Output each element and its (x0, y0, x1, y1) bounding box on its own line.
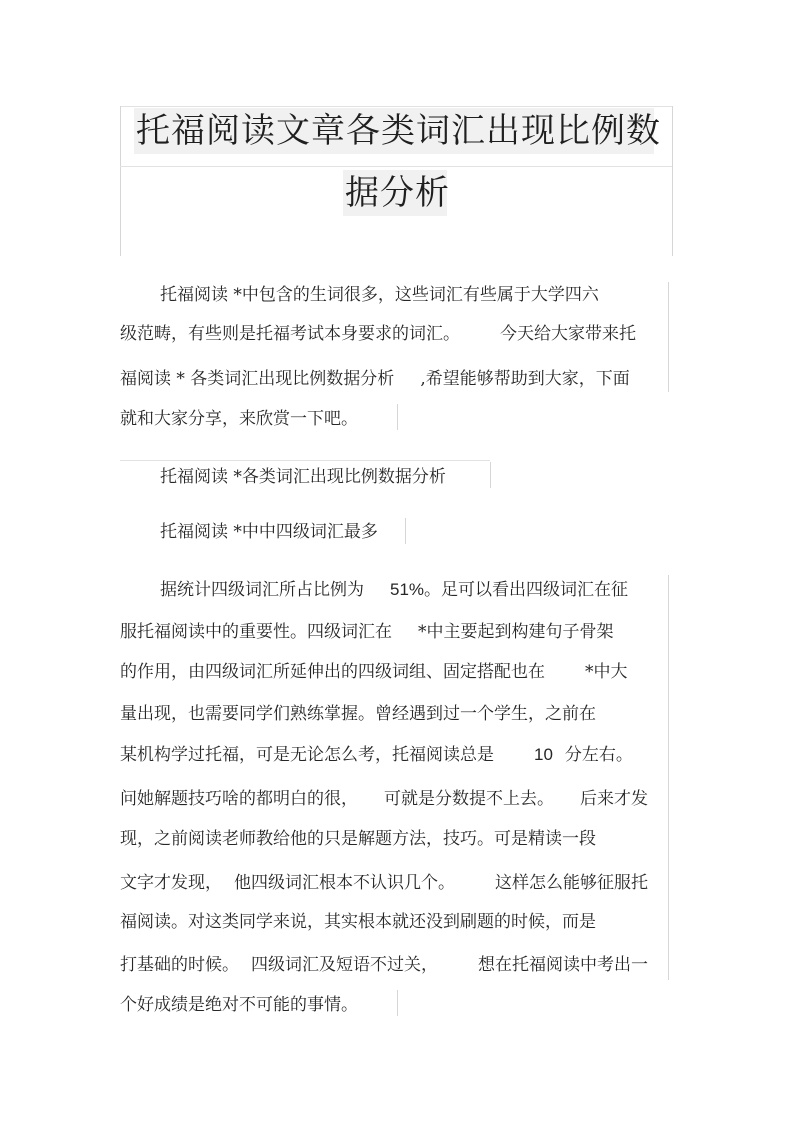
body-text: 这样怎么能够征服托 (495, 873, 648, 893)
intro-rule-end (397, 404, 398, 430)
intro-line-4 (120, 407, 358, 431)
body-rule (668, 575, 669, 980)
body-text: 某机构学过托福，可是无论怎么考，托福阅读总是 (120, 745, 494, 765)
title-rule-right (672, 106, 673, 256)
heading1-rule (490, 462, 491, 488)
intro-line-1 (160, 283, 599, 307)
body-text: 后来才发 (580, 789, 648, 809)
body-text: 四级词汇及短语不过关， (251, 955, 438, 975)
page-title-line-2: 据分析 (345, 173, 450, 213)
body-text: 文字才发现， (120, 873, 222, 893)
heading2-rule (405, 518, 406, 544)
body-line-10 (120, 953, 648, 977)
body-text: 他四级词汇根本不认识几个。 (234, 873, 455, 893)
body-line-11 (120, 993, 358, 1017)
intro-rule (668, 282, 669, 392)
intro-text: 级范畴，有些则是托福考试本身要求的词汇。 (120, 324, 460, 344)
intro-line-3 (120, 367, 630, 391)
body-line-8 (120, 871, 648, 895)
body-line-4 (120, 702, 596, 726)
body-text: 量出现，也需要同学们熟练掌握。曾经遇到过一个学生，之前在 (120, 704, 596, 724)
section-heading-1: 托福阅读 *各类词汇出现比例数据分析 (160, 467, 446, 487)
intro-text: 今天给大家带来托 (500, 324, 636, 344)
intro-line-2 (120, 322, 636, 346)
intro-text: ,希望能够帮助到大家，下面 (420, 369, 630, 389)
intro-text: 托福阅读 *中包含的生词很多，这些词汇有些属于大学四六 (160, 285, 599, 305)
heading-divider (120, 460, 490, 461)
title-divider-top (120, 106, 672, 107)
body-text: 想在托福阅读中考出一 (478, 955, 648, 975)
body-text: 现，之前阅读老师教给他的只是解题方法，技巧。可是精读一段 (120, 829, 596, 849)
body-line-7 (120, 827, 596, 851)
body-text: 。足可以看出四级词汇在征 (424, 580, 629, 600)
body-text: 服托福阅读中的重要性。四级词汇在 (120, 622, 392, 642)
body-text: 可就是分数提不上去。 (384, 789, 554, 809)
body-line-6 (120, 787, 648, 811)
body-line-1 (160, 578, 628, 602)
intro-text: 福阅读 * 各类词汇出现比例数据分析 (120, 369, 395, 389)
page-title-line-1: 托福阅读文章各类词汇出现比例数 (136, 111, 661, 151)
body-line-9 (120, 910, 596, 934)
body-line-3 (120, 660, 628, 684)
body-text: *中大 (585, 662, 628, 682)
section-heading-2: 托福阅读 *中中四级词汇最多 (160, 522, 378, 542)
body-text: *中主要起到构建句子骨架 (418, 622, 614, 642)
body-line-2 (120, 620, 614, 644)
body-text: 打基础的时候。 (120, 955, 239, 975)
body-text: 福阅读。对这类同学来说，其实根本就还没到刷题的时候，而是 (120, 912, 596, 932)
score-value: 10 (534, 745, 553, 764)
body-text: 个好成绩是绝对不可能的事情。 (120, 995, 358, 1015)
intro-text: 就和大家分享，来欣赏一下吧。 (120, 409, 358, 429)
percentage-value: 51% (390, 580, 425, 599)
body-text: 的作用，由四级词汇所延伸出的四级词组、固定搭配也在 (120, 662, 545, 682)
title-rule-left (120, 106, 121, 256)
title-divider-mid (120, 166, 672, 167)
body-rule-end (397, 990, 398, 1016)
body-text: 问她解题技巧啥的都明白的很， (120, 789, 358, 809)
body-text: 分左右。 (564, 745, 633, 765)
body-text: 据统计四级词汇所占比例为 (160, 580, 364, 600)
body-line-5 (120, 743, 633, 767)
